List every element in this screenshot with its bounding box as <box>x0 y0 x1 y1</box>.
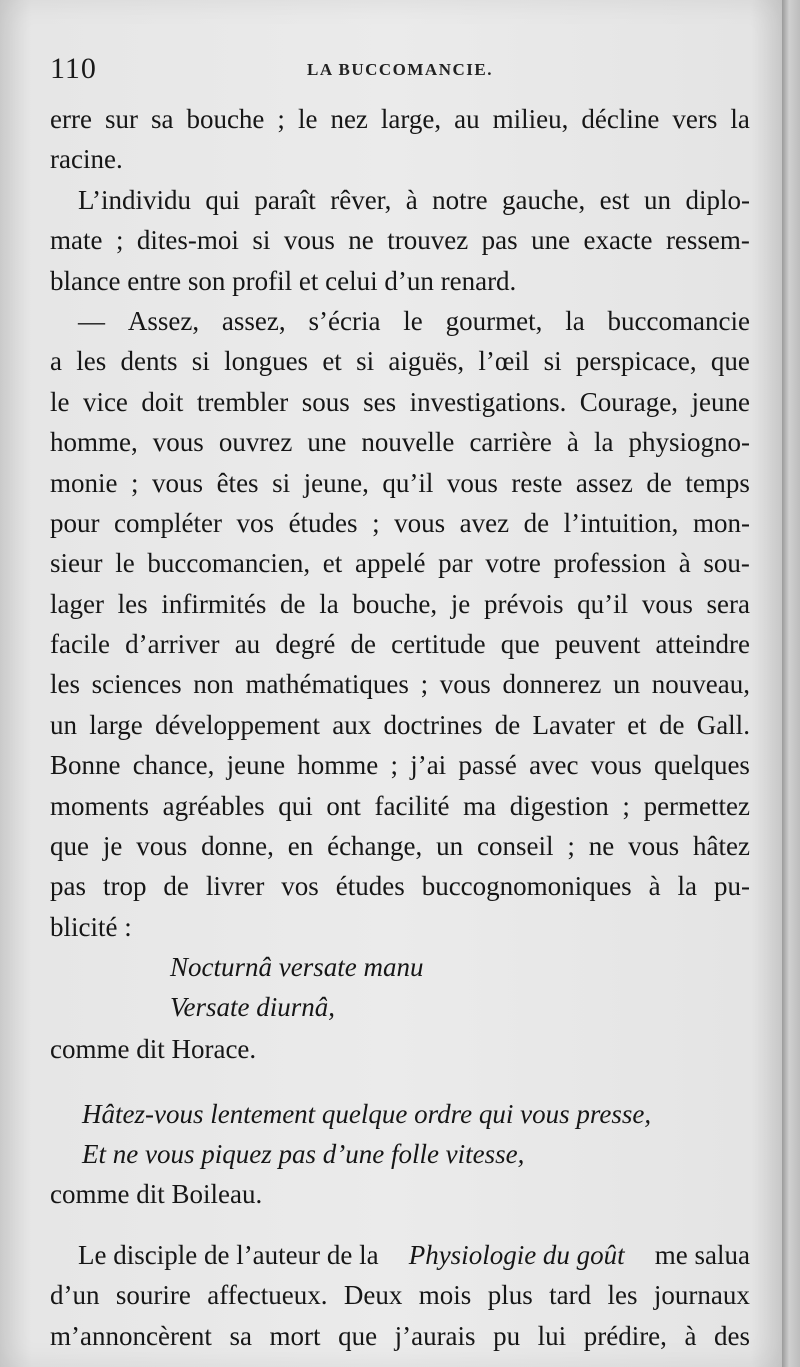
word: mort <box>269 1320 321 1351</box>
word: et <box>322 346 342 377</box>
word: si <box>356 346 375 377</box>
text-line-content <box>50 341 750 381</box>
word: un <box>644 184 672 215</box>
word: je <box>102 831 123 862</box>
word: de <box>646 467 672 498</box>
word: sieur <box>50 548 103 579</box>
word: large <box>89 709 143 740</box>
word: ; <box>277 104 285 134</box>
word: nouvelle <box>361 427 455 458</box>
word: et <box>627 709 647 740</box>
word: à <box>405 184 418 215</box>
word: êtes <box>216 467 259 498</box>
text-line-content: blicité : <box>50 911 132 942</box>
word: que <box>500 629 540 660</box>
word: donne, <box>201 831 274 862</box>
text-line-content: blance entre son profil et celui d’un renard. <box>50 265 517 296</box>
word: ; <box>115 225 124 256</box>
word: jeune, <box>303 467 369 498</box>
attribution-horace: comme dit Horace. <box>50 1034 257 1065</box>
text-line <box>50 826 750 866</box>
text-line <box>50 786 750 826</box>
word: homme <box>297 750 379 781</box>
text-line-content <box>50 220 750 260</box>
word: buccognomoniques <box>421 871 632 902</box>
word: à <box>678 548 691 579</box>
text-line <box>50 1316 750 1356</box>
word: permettez <box>643 790 750 821</box>
text-line <box>50 382 750 422</box>
word: qu’il <box>577 588 629 619</box>
word: bouche <box>186 104 265 134</box>
word: vous <box>439 669 491 700</box>
word: aux <box>332 709 372 740</box>
word: physiogno- <box>628 427 750 458</box>
word: vous <box>136 831 188 862</box>
text-line-content <box>50 705 750 745</box>
word: tard <box>549 1280 592 1311</box>
word: trouvez <box>387 225 469 256</box>
word: Lavater <box>532 709 615 740</box>
text-line-content: racine. <box>50 144 123 175</box>
word: au <box>454 104 480 134</box>
word: certitude <box>391 629 486 660</box>
text-line <box>50 624 750 664</box>
word: vous <box>446 467 498 498</box>
word: longues <box>224 346 309 377</box>
word: — <box>78 305 105 336</box>
word: dites-moi <box>136 225 239 256</box>
word: pu- <box>714 871 750 902</box>
text-line <box>50 139 750 179</box>
word: d’un <box>50 1280 100 1311</box>
text-line <box>50 341 750 381</box>
text-line-content <box>50 584 750 624</box>
word: ne <box>348 225 374 256</box>
word: infirmités <box>161 588 267 619</box>
word: quelques <box>653 750 750 781</box>
text-line-content <box>50 786 750 826</box>
text-line <box>50 907 750 947</box>
word: assez, <box>221 305 286 336</box>
word: passé <box>458 750 517 781</box>
word: j’ai <box>410 750 447 781</box>
word: peuvent <box>554 629 641 660</box>
word: ; <box>420 669 429 700</box>
word: que <box>338 1320 378 1351</box>
word: la <box>593 427 614 458</box>
text-line-content <box>50 543 750 583</box>
word: buccomancien, <box>147 548 311 579</box>
text-line <box>50 705 750 745</box>
text-line-content <box>78 301 750 341</box>
word: aiguës, <box>388 346 465 377</box>
attribution-boileau: comme dit Boileau. <box>50 1179 263 1210</box>
word: diplo- <box>685 184 750 215</box>
word: j’aurais <box>394 1320 476 1351</box>
word: ; <box>372 507 380 538</box>
word: mois <box>418 1280 472 1311</box>
text-line <box>50 1275 750 1315</box>
word: vos <box>236 507 275 538</box>
word: échange, <box>327 831 423 862</box>
word: ses <box>363 386 397 417</box>
text-line <box>50 584 750 624</box>
word: pu <box>493 1320 521 1351</box>
word: moments <box>50 790 149 821</box>
word: votre <box>485 548 541 579</box>
word: homme, <box>50 427 138 458</box>
word: a <box>50 346 62 377</box>
word: mon- <box>692 507 750 538</box>
verse-line-boileau: Et ne vous piquez pas d’une folle vitesse, <box>82 1138 525 1169</box>
word: lui <box>537 1320 567 1351</box>
text-segment: me salua <box>654 1239 750 1270</box>
word: vous <box>641 588 693 619</box>
word: si <box>252 225 271 256</box>
word: avez <box>459 507 510 538</box>
word: études <box>335 871 405 902</box>
word: ; <box>390 750 398 781</box>
text-line-content <box>50 866 750 906</box>
word: profession <box>553 548 666 579</box>
running-head <box>50 52 750 86</box>
word: affectueux. <box>207 1280 328 1311</box>
word: s’écria <box>308 305 381 336</box>
word: études <box>288 507 358 538</box>
word: la <box>677 871 698 902</box>
word: une <box>531 225 571 256</box>
text-segment: Le disciple de l’auteur de la <box>78 1239 379 1270</box>
word: qui <box>278 790 313 821</box>
text-line <box>50 463 750 503</box>
word: à <box>684 1320 697 1351</box>
text-line-content <box>50 422 750 462</box>
text-line-content <box>78 180 750 220</box>
word: prédire, <box>583 1320 667 1351</box>
word: je <box>450 588 471 619</box>
word: les <box>76 346 107 377</box>
word: paraît <box>254 184 316 215</box>
word: nez <box>330 104 368 134</box>
word: l’œil <box>478 346 530 377</box>
text-line <box>50 745 750 785</box>
text-line <box>50 543 750 583</box>
word: un <box>436 831 464 862</box>
word: doit <box>141 386 184 417</box>
word: erre <box>50 104 92 134</box>
word: les <box>117 588 148 619</box>
word: exacte <box>583 225 653 256</box>
word: une <box>307 427 347 458</box>
word: ressem- <box>665 225 750 256</box>
word: le <box>115 548 135 579</box>
word: rêver, <box>330 184 392 215</box>
word: la <box>730 104 750 134</box>
text-line-content <box>50 1275 750 1315</box>
word: sur <box>104 104 138 134</box>
paragraph-spacing <box>50 1215 750 1235</box>
word: compléter <box>114 507 222 538</box>
word: de <box>658 709 685 740</box>
text-line <box>50 503 750 543</box>
text-line <box>50 261 750 301</box>
word: vous <box>628 831 680 862</box>
word: de <box>523 507 550 538</box>
word: agréables <box>162 790 265 821</box>
word: vous <box>394 507 446 538</box>
word: digestion <box>509 790 609 821</box>
word: ont <box>326 790 361 821</box>
text-line-content <box>50 826 750 866</box>
word: L’individu <box>78 184 192 215</box>
word: sourire <box>115 1280 191 1311</box>
word: si <box>272 467 291 498</box>
word: prévois <box>483 588 564 619</box>
word: ma <box>463 790 497 821</box>
word: la <box>565 305 585 336</box>
word: Bonne <box>50 750 121 781</box>
word: Courage, <box>579 386 679 417</box>
word: l’intuition, <box>563 507 679 538</box>
word: à <box>648 871 661 902</box>
word: ouvrez <box>218 427 293 458</box>
word: mathématiques <box>245 669 409 700</box>
word: sou- <box>703 548 750 579</box>
word: vous <box>283 225 335 256</box>
word: est <box>599 184 630 215</box>
word: carrière <box>469 427 552 458</box>
word: à <box>566 427 579 458</box>
word: sous <box>301 386 350 417</box>
word: en <box>287 831 314 862</box>
verse-line-horace: Nocturnâ versate manu <box>170 952 424 983</box>
word: les <box>607 1280 638 1311</box>
word: le <box>50 386 70 417</box>
word: investigations. <box>409 386 567 417</box>
word: si <box>543 346 562 377</box>
word: facilité <box>374 790 450 821</box>
word: sa <box>150 104 174 134</box>
word: le <box>297 104 318 134</box>
word: des <box>714 1320 750 1351</box>
word: la <box>319 588 339 619</box>
word: que <box>710 346 750 377</box>
word: appelé <box>354 548 426 579</box>
text-line-content <box>50 99 750 139</box>
word: qui <box>205 184 240 215</box>
word: lager <box>50 588 104 619</box>
word: temps <box>685 467 750 498</box>
word: plus <box>487 1280 533 1311</box>
text-line <box>50 220 750 260</box>
word: journaux <box>653 1280 750 1311</box>
word: Assez, <box>127 305 200 336</box>
word: degré <box>275 629 336 660</box>
word: large, <box>380 104 442 134</box>
word: mate <box>50 225 103 256</box>
word: donnerez <box>502 669 602 700</box>
page-number: 110 <box>50 52 97 85</box>
verse-spacing <box>50 1070 750 1094</box>
word: dents <box>120 346 178 377</box>
word: les <box>50 669 80 700</box>
word: perspicace, <box>575 346 697 377</box>
word: conseil <box>477 831 554 862</box>
word: vous <box>590 750 642 781</box>
text-line-content <box>50 382 750 422</box>
word: au <box>234 629 261 660</box>
word: milieu, <box>492 104 569 134</box>
word: ne <box>588 831 615 862</box>
word: vos <box>281 871 319 902</box>
page-edge <box>782 0 800 1367</box>
word: Gall. <box>696 709 750 740</box>
word: décline <box>581 104 660 134</box>
word: d’arriver <box>125 629 220 660</box>
word: hâtez <box>693 831 750 862</box>
word: gauche, <box>502 184 586 215</box>
word: vice <box>82 386 128 417</box>
word: développement <box>155 709 320 740</box>
word: le <box>403 305 423 336</box>
word: pas <box>481 225 518 256</box>
book-title: Physiologie du goût <box>408 1239 625 1270</box>
word: de <box>163 871 189 902</box>
word: de <box>494 709 521 740</box>
word: buccomancie <box>607 305 750 336</box>
word: sa <box>229 1320 252 1351</box>
word: sera <box>706 588 750 619</box>
word: monie <box>50 467 118 498</box>
word: que <box>50 831 89 862</box>
word: ; <box>567 831 575 862</box>
word: et <box>322 548 343 579</box>
word: de <box>350 629 376 660</box>
text-line <box>50 180 750 220</box>
word: m’annoncèrent <box>50 1320 212 1351</box>
word: Deux <box>343 1280 403 1311</box>
word: livrer <box>205 871 265 902</box>
word: de <box>280 588 306 619</box>
text-line <box>50 99 750 139</box>
word: trop <box>102 871 147 902</box>
word: jeune <box>691 386 750 417</box>
verse-line-boileau: Hâtez-vous lentement quelque ordre qui vous presse, <box>82 1098 652 1129</box>
text-line-content <box>50 745 750 785</box>
text-line-content <box>50 624 750 664</box>
word: ; <box>622 790 630 821</box>
word: par <box>438 548 473 579</box>
text-line-content <box>50 463 750 503</box>
word: vous <box>152 467 204 498</box>
word: pour <box>50 507 100 538</box>
word: un <box>613 669 641 700</box>
word: chance, <box>132 750 215 781</box>
word: bouche, <box>352 588 438 619</box>
word: vers <box>672 104 718 134</box>
word: facile <box>50 629 110 660</box>
text-line-content <box>50 1316 750 1356</box>
word: vous <box>152 427 204 458</box>
word: atteindre <box>655 629 750 660</box>
word: jeune <box>226 750 286 781</box>
word: sciences <box>91 669 182 700</box>
text-line <box>50 866 750 906</box>
text-line <box>50 664 750 704</box>
word: notre <box>432 184 488 215</box>
body-text <box>50 99 750 1356</box>
word: si <box>191 346 210 377</box>
word: qu’il <box>382 467 434 498</box>
word: avec <box>529 750 579 781</box>
text-line <box>50 422 750 462</box>
text-line-content <box>50 664 750 704</box>
word: gourmet, <box>445 305 543 336</box>
text-line-content <box>50 503 750 543</box>
word: un <box>50 709 77 740</box>
word: non <box>193 669 234 700</box>
word: doctrines <box>383 709 483 740</box>
text-line <box>50 1235 750 1275</box>
word: assez <box>575 467 633 498</box>
word: reste <box>511 467 563 498</box>
word: pas <box>50 871 86 902</box>
word: nouveau, <box>651 669 750 700</box>
word: trembler <box>196 386 289 417</box>
running-title: LA BUCCOMANCIE. <box>307 60 493 79</box>
word: ; <box>131 467 139 498</box>
verse-line-horace: Versate diurnâ, <box>170 992 335 1023</box>
text-line <box>50 301 750 341</box>
